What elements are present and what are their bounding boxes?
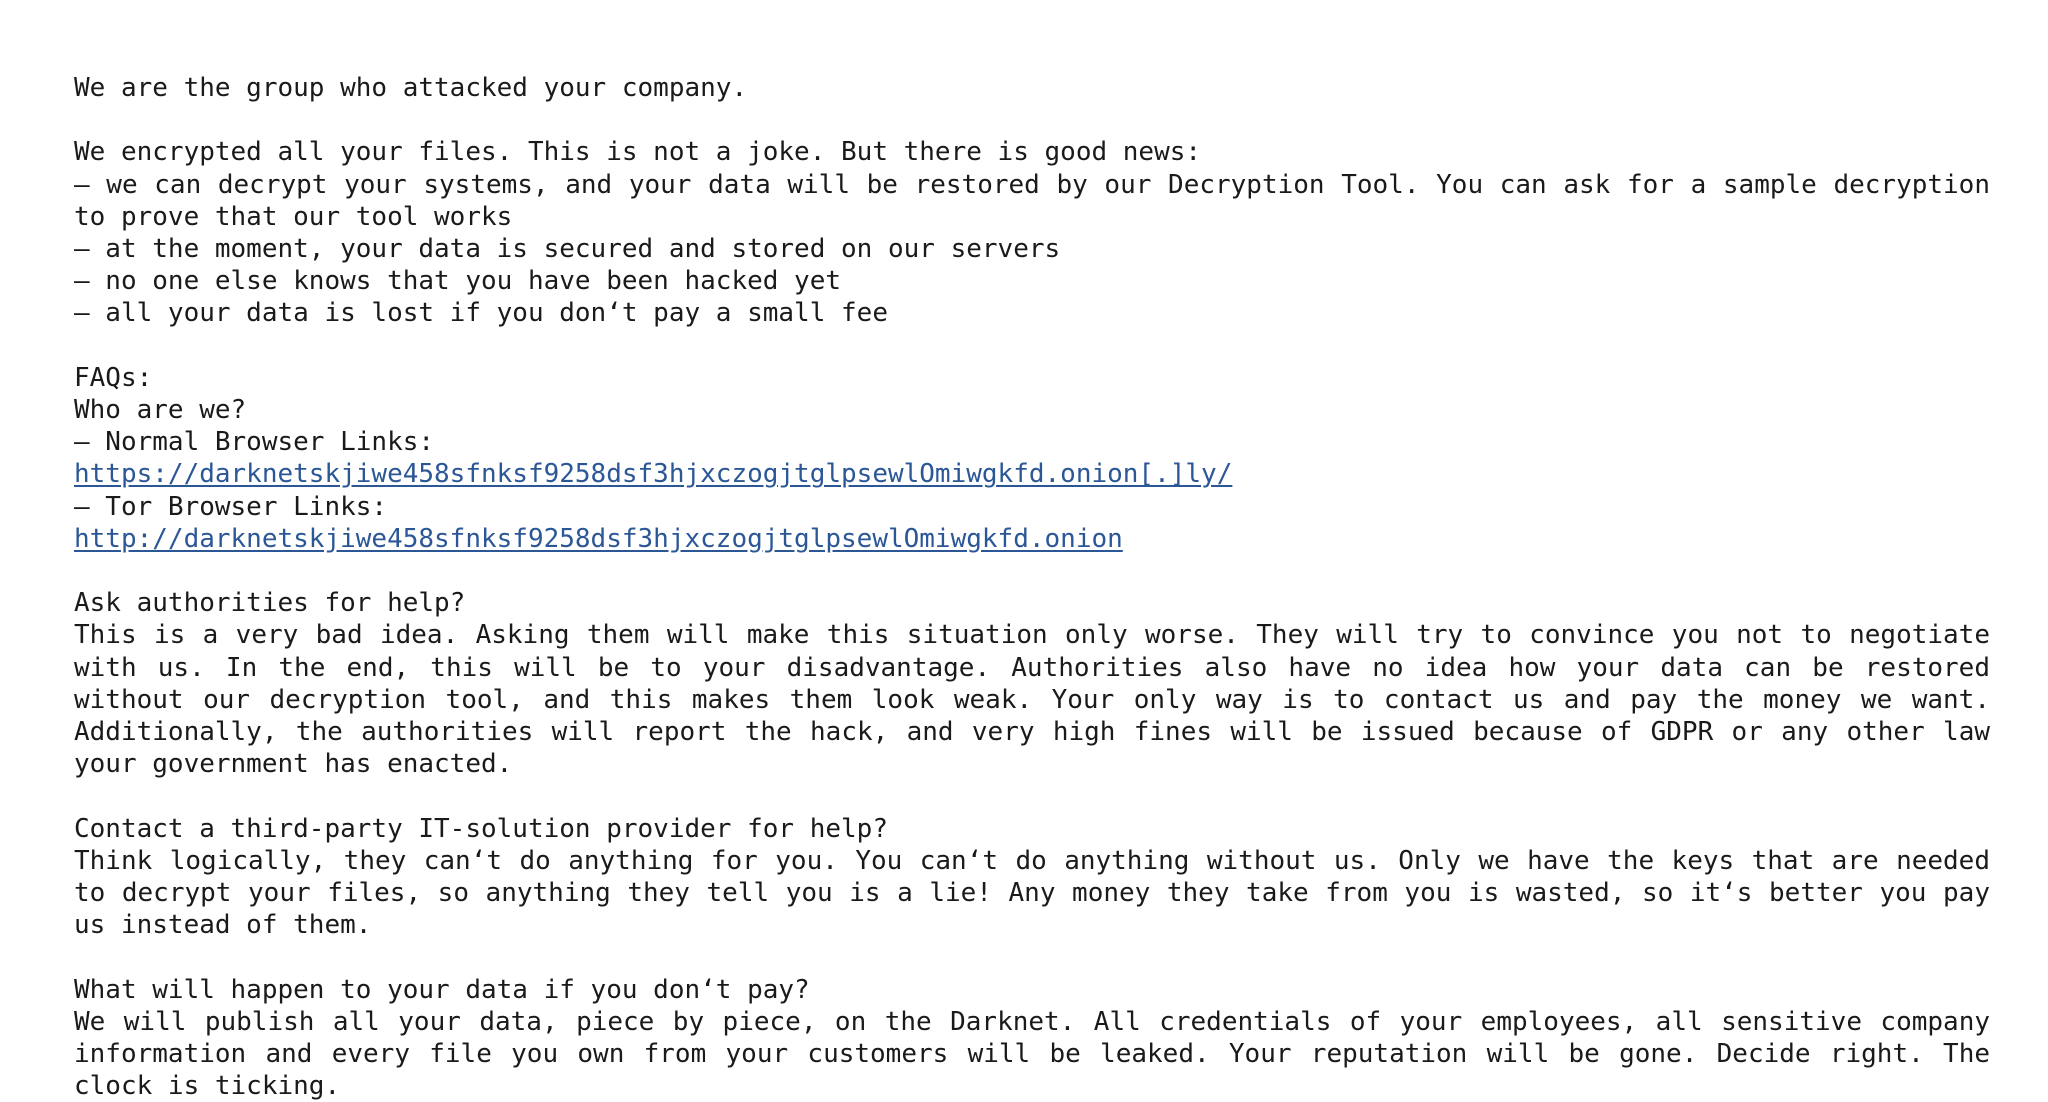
opening-line: We are the group who attacked your company.	[74, 73, 748, 103]
normal-browser-label: – Normal Browser Links:	[74, 427, 435, 458]
faq-authorities-answer: This is a very bad idea. Asking them will make this situation only worse. They will try to convince you not to negotiate with us. In the end, this will be to your disadvantage. Authorities also have no idea how your data can be restored without our decryption tool, and this makes them look weak. Your only way is to contact us and pay the money we want. Additionally, the authorities will report the hack, and very high fines will be issued because of GDPR or any other law your government has enacted.	[74, 620, 1990, 780]
spacer	[74, 555, 1990, 587]
ransom-note-document	[74, 72, 1990, 1102]
spacer	[74, 104, 1990, 136]
faq-authorities-question: Ask authorities for help?	[74, 588, 466, 619]
faq-third-party-answer: Think logically, they can‘t do anything for you. You can‘t do anything without us. Only we have the keys that are needed to decrypt your files, so anything they tell you is a lie! Any money they take from you is wasted, so it‘s better you pay us instead of them.	[74, 845, 1990, 941]
bullet-secured: – at the moment, your data is secured and stored on our servers	[74, 234, 1061, 264]
bullet-data-lost: – all your data is lost if you don‘t pay a small fee	[74, 298, 888, 329]
bullet-decrypt: – we can decrypt your systems, and your data will be restored by our Decryption Tool. You can ask for a sample decryption to prove that our tool works	[74, 169, 1990, 232]
faq-no-pay-answer: We will publish all your data, piece by piece, on the Darknet. All credentials of your employees, all sensitive company information and every file you own from your customers will be leaked. Your reputation will be gone. Decide right. The clock is ticking.	[74, 1006, 1990, 1102]
bullet-no-one-knows: – no one else knows that you have been hacked yet	[74, 266, 842, 297]
tor-browser-label: – Tor Browser Links:	[74, 491, 388, 522]
faq-heading: FAQs:	[74, 362, 153, 393]
tor-browser-link[interactable]: http://darknetskjiwe458sfnksf9258dsf3hjxczogjtglpsewlOmiwgkfd.onion	[74, 523, 1123, 554]
faq-no-pay-question: What will happen to your data if you don‘t pay?	[74, 974, 810, 1005]
faq-who-question: Who are we?	[74, 395, 247, 425]
faq-third-party-question: Contact a third-party IT-solution provider for help?	[74, 813, 888, 844]
encrypted-statement: We encrypted all your files. This is not a joke. But there is good news:	[74, 137, 1202, 168]
spacer	[74, 780, 1990, 812]
spacer	[74, 941, 1990, 973]
normal-browser-link[interactable]: https://darknetskjiwe458sfnksf9258dsf3hjxczogjtglpsewlOmiwgkfd.onion[.]ly/	[74, 459, 1233, 490]
spacer	[74, 330, 1990, 362]
